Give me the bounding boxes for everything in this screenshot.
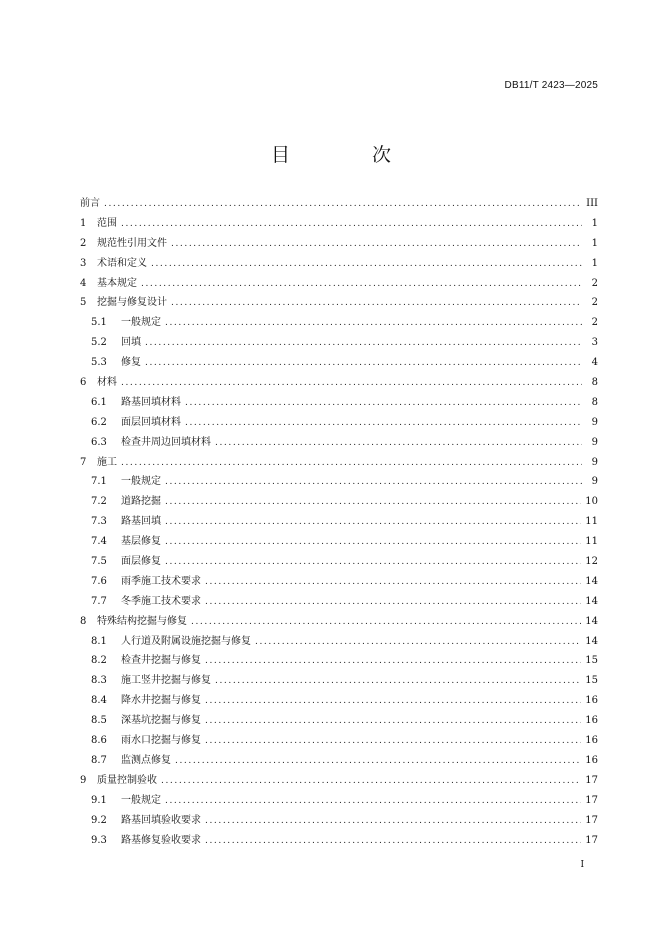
toc-entry[interactable] (80, 771, 598, 791)
toc-entry[interactable] (80, 254, 598, 274)
footer-page-number: I (580, 860, 584, 870)
toc-entry-page: 12 (585, 556, 598, 568)
toc-entry-label: 一般规定 (121, 476, 161, 488)
toc-entry[interactable] (80, 691, 598, 711)
toc-leader-dots (145, 354, 582, 374)
toc-leader-dots (145, 334, 582, 354)
document-code: DB11/T 2423—2025 (504, 80, 598, 91)
toc-leader-dots (205, 732, 581, 752)
toc-entry-page: 1 (591, 257, 598, 269)
toc-entry-number: 7.5 (91, 556, 107, 568)
toc-entry-page: 14 (585, 615, 598, 627)
toc-entry[interactable] (80, 373, 598, 393)
toc-entry-number: 7.3 (91, 516, 107, 528)
toc-entry[interactable] (80, 831, 598, 851)
toc-leader-dots (205, 832, 581, 852)
toc-entry-label: 特殊结构挖掘与修复 (97, 615, 187, 627)
toc-entry-label: 挖掘与修复设计 (97, 297, 167, 309)
toc-entry-page: 3 (591, 337, 598, 349)
toc-entry[interactable] (80, 791, 598, 811)
toc-leader-dots (151, 255, 582, 275)
toc-entry-number: 9.3 (91, 834, 107, 846)
toc-entry-label: 基层修复 (121, 536, 161, 548)
toc-entry-page: 11 (585, 536, 598, 548)
toc-entry-number: 1 (80, 217, 87, 229)
toc-entry-number: 8.6 (91, 735, 107, 747)
toc-entry[interactable] (80, 671, 598, 691)
toc-entry-number: 2 (80, 237, 87, 249)
toc-entry[interactable] (80, 731, 598, 751)
toc-entry-page: 14 (585, 635, 598, 647)
toc-entry[interactable] (80, 433, 598, 453)
toc-entry-page: 9 (591, 436, 598, 448)
toc-entry[interactable] (80, 194, 598, 214)
toc-entry-page: 16 (585, 715, 598, 727)
toc-entry-page: 15 (585, 675, 598, 687)
toc-entry[interactable] (80, 333, 598, 353)
toc-entry-label: 修复 (121, 357, 141, 369)
toc-entry[interactable] (80, 632, 598, 652)
toc-leader-dots (165, 473, 582, 493)
toc-entry-label: 路基回填 (121, 516, 161, 528)
toc-entry-label: 前言 (80, 198, 100, 209)
toc-entry-page: 17 (585, 814, 598, 826)
toc-entry-number: 7.6 (91, 575, 107, 587)
toc-entry[interactable] (80, 453, 598, 473)
toc-entry-label: 检查井周边回填材料 (121, 436, 211, 448)
toc-entry[interactable] (80, 492, 598, 512)
page-title: 目 次 (270, 144, 430, 166)
toc-leader-dots (205, 812, 581, 832)
toc-leader-dots (205, 652, 581, 672)
toc-leader-dots (121, 215, 582, 235)
toc-entry-label: 道路挖掘 (121, 496, 161, 508)
toc-entry-number: 4 (80, 277, 87, 289)
toc-entry-label: 路基回填材料 (121, 396, 181, 408)
toc-entry-label: 冬季施工技术要求 (121, 595, 201, 607)
toc-entry-page: 1 (591, 217, 598, 229)
toc-leader-dots (215, 672, 581, 692)
toc-entry-label: 施工竖井挖掘与修复 (121, 675, 211, 687)
toc-entry-label: 范围 (97, 217, 117, 229)
toc-leader-dots (165, 314, 582, 334)
toc-entry-page: 4 (591, 357, 598, 369)
toc-entry-label: 材料 (97, 377, 117, 389)
toc-entry-page: 16 (585, 735, 598, 747)
toc-entry-label: 一般规定 (121, 317, 161, 329)
toc-leader-dots (121, 374, 582, 394)
toc-entry[interactable] (80, 293, 598, 313)
toc-leader-dots (205, 692, 581, 712)
toc-entry[interactable] (80, 234, 598, 254)
toc-leader-dots (121, 454, 582, 474)
toc-entry-page: 2 (591, 297, 598, 309)
toc-entry-page: 15 (585, 655, 598, 667)
toc-entry-page: 16 (585, 695, 598, 707)
toc-entry[interactable] (80, 711, 598, 731)
toc-entry-number: 5.3 (91, 357, 107, 369)
toc-entry-label: 检查井挖掘与修复 (121, 655, 201, 667)
toc-entry-number: 7.7 (91, 595, 107, 607)
toc-entry[interactable] (80, 353, 598, 373)
toc-entry-label: 路基回填验收要求 (121, 814, 201, 826)
toc-entry-number: 6.1 (91, 396, 107, 408)
toc-entry-label: 基本规定 (97, 277, 137, 289)
toc-entry[interactable] (80, 532, 598, 552)
toc-entry[interactable] (80, 612, 598, 632)
toc-entry-label: 术语和定义 (97, 257, 147, 269)
toc-entry[interactable] (80, 651, 598, 671)
toc-entry-page: 11 (585, 516, 598, 528)
toc-entry-label: 一般规定 (121, 794, 161, 806)
toc-entry-page: 1 (591, 237, 598, 249)
toc-entry-number: 8.3 (91, 675, 107, 687)
toc-entry-number: 7 (80, 456, 87, 468)
toc-entry-number: 9 (80, 774, 87, 786)
toc-entry-label: 施工 (97, 456, 117, 468)
toc-entry-number: 8.2 (91, 655, 107, 667)
toc-leader-dots (171, 235, 582, 255)
toc-entry-page: 17 (585, 774, 598, 786)
toc-leader-dots (255, 633, 581, 653)
toc-entry[interactable] (80, 472, 598, 492)
toc-entry-page: 14 (585, 595, 598, 607)
toc-leader-dots (165, 513, 581, 533)
toc-entry-page: 16 (585, 754, 598, 766)
toc-entry-number: 5.2 (91, 337, 107, 349)
toc-entry-number: 8.1 (91, 635, 107, 647)
toc-entry[interactable] (80, 592, 598, 612)
toc-leader-dots (165, 792, 581, 812)
toc-leader-dots (175, 752, 581, 772)
toc-entry-number: 9.2 (91, 814, 107, 826)
toc-entry[interactable] (80, 214, 598, 234)
toc-entry-number: 7.4 (91, 536, 107, 548)
toc-entry-number: 8.5 (91, 715, 107, 727)
toc-entry-page: III (586, 198, 598, 209)
toc-entry-number: 3 (80, 257, 87, 269)
toc-leader-dots (205, 593, 581, 613)
toc-leader-dots (185, 394, 582, 414)
toc-entry[interactable] (80, 572, 598, 592)
toc-entry-page: 17 (585, 834, 598, 846)
toc-entry[interactable] (80, 751, 598, 771)
toc-leader-dots (205, 573, 581, 593)
toc-leader-dots (171, 294, 582, 314)
toc-entry-number: 6 (80, 377, 87, 389)
toc-entry-page: 8 (591, 396, 598, 408)
toc-entry-page: 9 (591, 456, 598, 468)
toc-leader-dots (185, 414, 582, 434)
toc-leader-dots (165, 553, 581, 573)
toc-entry-number: 9.1 (91, 794, 107, 806)
toc-entry-page: 17 (585, 794, 598, 806)
toc-entry-label: 监测点修复 (121, 754, 171, 766)
table-of-contents (80, 194, 598, 850)
toc-leader-dots (205, 712, 581, 732)
toc-leader-dots (161, 772, 581, 792)
toc-entry-number: 8.4 (91, 695, 107, 707)
toc-entry-label: 降水井挖掘与修复 (121, 695, 201, 707)
toc-leader-dots (191, 613, 581, 633)
toc-entry-number: 6.3 (91, 436, 107, 448)
toc-entry-label: 面层修复 (121, 556, 161, 568)
toc-entry[interactable] (80, 512, 598, 532)
toc-entry-label: 雨水口挖掘与修复 (121, 735, 201, 747)
toc-leader-dots (104, 195, 582, 215)
toc-entry-page: 14 (585, 575, 598, 587)
toc-entry[interactable] (80, 393, 598, 413)
toc-entry-label: 质量控制验收 (97, 774, 157, 786)
toc-entry[interactable] (80, 552, 598, 572)
toc-entry[interactable] (80, 274, 598, 294)
toc-entry-label: 路基修复验收要求 (121, 834, 201, 846)
toc-entry-page: 9 (591, 416, 598, 428)
toc-entry-number: 8.7 (91, 754, 107, 766)
toc-entry-number: 7.2 (91, 496, 107, 508)
toc-entry-page: 2 (591, 317, 598, 329)
toc-entry-label: 深基坑挖掘与修复 (121, 715, 201, 727)
toc-entry[interactable] (80, 811, 598, 831)
toc-entry-label: 规范性引用文件 (97, 237, 167, 249)
toc-entry-number: 8 (80, 615, 87, 627)
toc-leader-dots (165, 493, 581, 513)
toc-entry-number: 5.1 (91, 317, 107, 329)
toc-leader-dots (165, 533, 581, 553)
toc-entry-number: 6.2 (91, 416, 107, 428)
toc-entry-page: 10 (585, 496, 598, 508)
toc-entry-page: 8 (591, 377, 598, 389)
toc-entry-label: 人行道及附属设施挖掘与修复 (121, 635, 251, 647)
toc-entry-label: 雨季施工技术要求 (121, 575, 201, 587)
toc-entry[interactable] (80, 413, 598, 433)
toc-entry-page: 2 (591, 277, 598, 289)
toc-leader-dots (215, 434, 582, 454)
toc-entry-number: 7.1 (91, 476, 107, 488)
toc-entry[interactable] (80, 313, 598, 333)
toc-entry-label: 回填 (121, 337, 141, 349)
toc-entry-label: 面层回填材料 (121, 416, 181, 428)
toc-leader-dots (141, 275, 582, 295)
toc-entry-number: 5 (80, 297, 87, 309)
toc-entry-page: 9 (591, 476, 598, 488)
